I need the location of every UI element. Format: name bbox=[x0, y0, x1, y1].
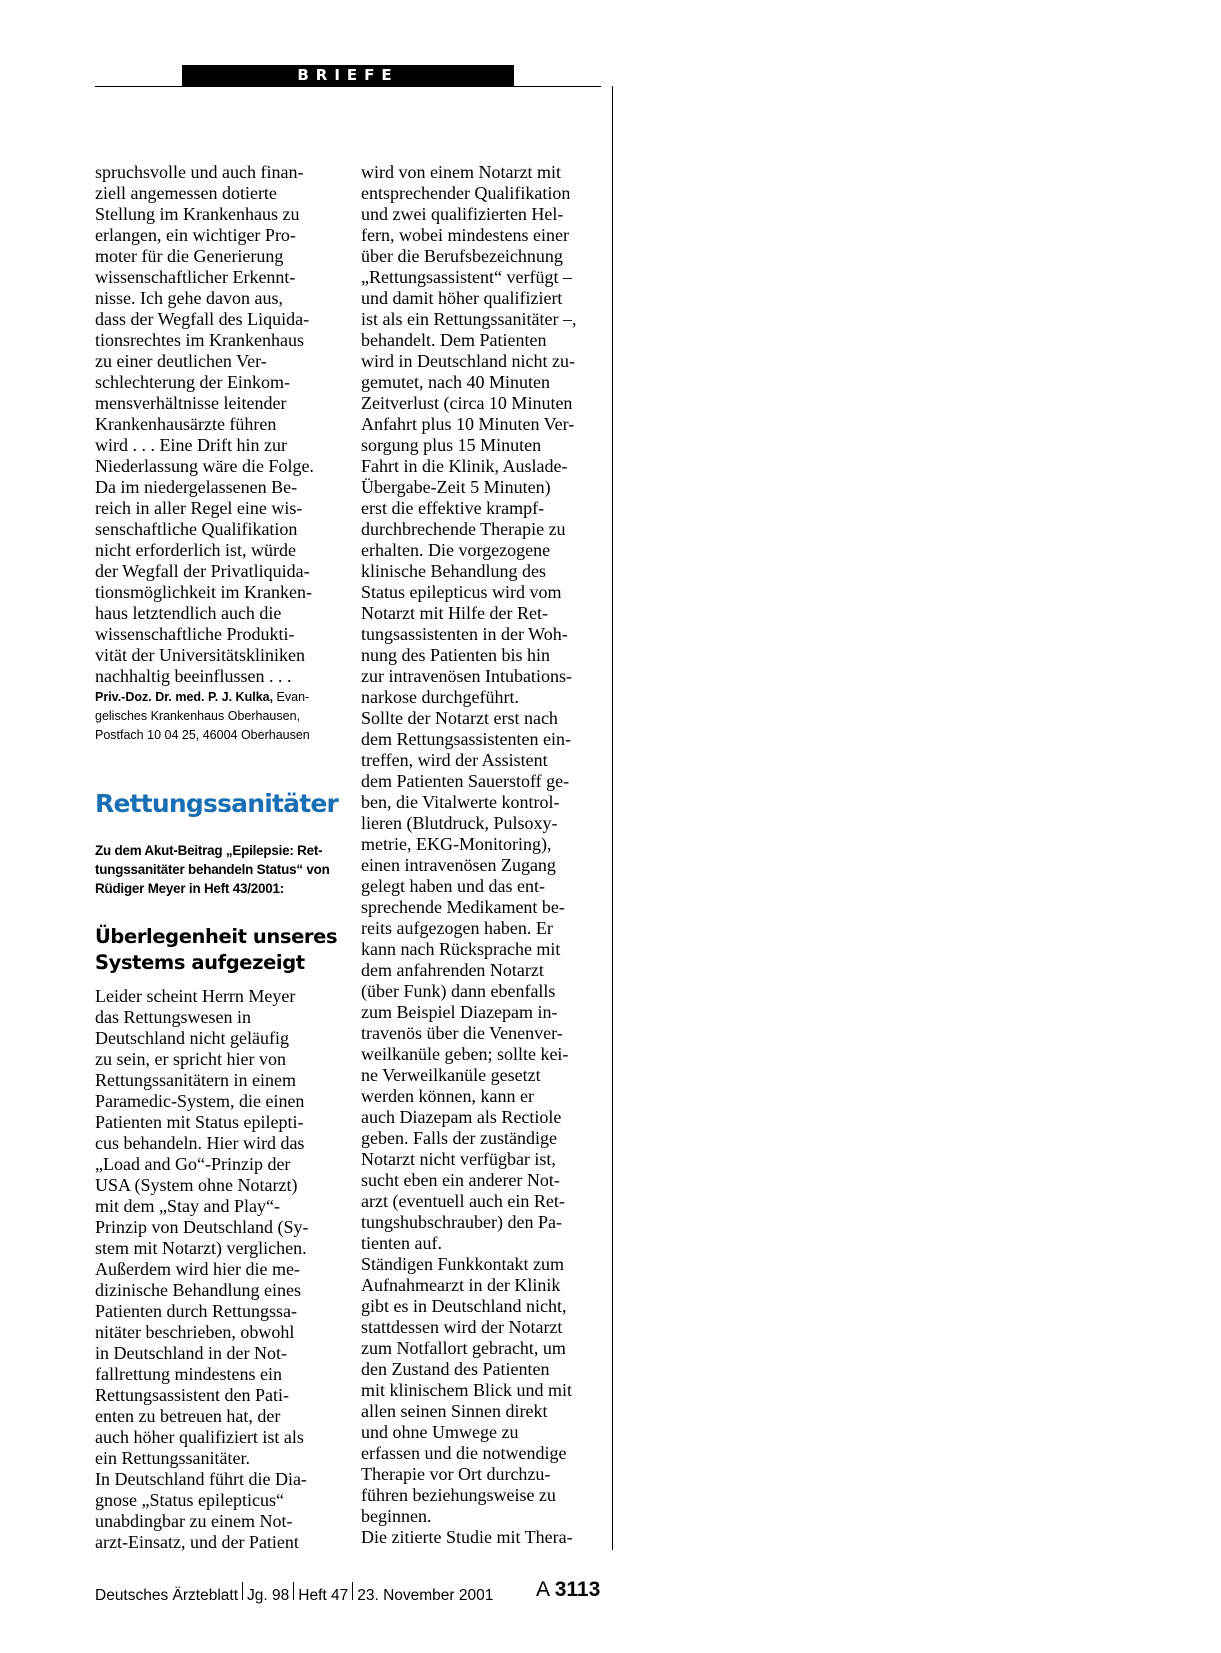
column-rule bbox=[612, 86, 613, 1550]
letter-body-start: Leider scheint Herrn Meyer das Rettungswesen in Deutschland nicht geläufig zu sein, er spricht hier von Rettungssanitätern in einem Paramedic-System, die einen Patienten mit Status epilepti- cus behandeln. Hier wird das „Load and Go“-Prinzip der USA (System ohne Notarzt) mit dem „Stay and Play“- Prinzip von Deutschland (Sy- stem mit Notarzt) verglichen. Außerdem wird hier die me- dizinische Behandlung eines Patienten durch Rettungssa- nitäter beschrieben, obwohl in Deutschland in der Not- fallrettung mindestens ein Rettungsassistent den Pati- enten zu betreuen hat, der auch höher qualifiziert ist als ein Rettungssanitäter. In Deutschland führt die Dia- gnose „Status epilepticus“ unabdingbar zu einem Not- arzt-Einsatz, und der Patient bbox=[95, 986, 309, 1552]
issue-date: 23. November 2001 bbox=[357, 1587, 494, 1604]
volume: Jg. 98 bbox=[247, 1587, 290, 1604]
section-title: Rettungssanitäter bbox=[95, 789, 339, 818]
letter-paragraph: Ständigen Funkkontakt zum Aufnahmearzt in der Klinik gibt es in Deutschland nicht, stattdessen wird der Notarzt zum Notfallort gebracht, um den Zustand des Patienten mit klinischem Blick und mit allen seinen Sinnen direkt und ohne Umwege zu erfassen und die notwendige Therapie vor Ort durchzu- führen beziehungsweise zu beginnen. bbox=[361, 1254, 572, 1526]
journal-name: Deutsches Ärzteblatt bbox=[95, 1587, 239, 1604]
page-number bbox=[536, 1578, 600, 1602]
right-column bbox=[361, 162, 601, 1548]
article-reference-intro: Zu dem Akut-Beitrag „Epilepsie: Ret- tungssanitäter behandeln Status“ von Rüdiger Meyer in Heft 43/2001: bbox=[95, 843, 330, 896]
continued-letter-text: spruchsvolle und auch finan- ziell angemessen dotierte Stellung im Krankenhaus zu erlangen, ein wichtiger Pro- moter für die Generierung wissenschaftlicher Erkennt- nisse. Ich gehe davon aus, dass der Wegfall des Liquida- tionsrechtes im Krankenhaus zu einer deutlichen Ver- schlechterung der Einkom- mensverhältnisse leitender Krankenhausärzte führen wird . . . Eine Drift hin zur Niederlassung wäre die Folge. Da im niedergelassenen Be- reich in aller Regel eine wis- senschaftliche Qualifikation nicht erforderlich ist, würde der Wegfall der Privatliquida- tionsmöglichkeit im Kranken- haus letztendlich auch die wissenschaftliche Produkti- vität der Universitätskliniken nachhaltig beeinflussen . . . bbox=[95, 162, 314, 686]
page-footer bbox=[95, 1578, 601, 1605]
issue: Heft 47 bbox=[298, 1587, 349, 1604]
footer-divider bbox=[352, 1582, 353, 1600]
letter-paragraph: wird von einem Notarzt mit entsprechender Qualifikation und zwei qualifizierten Hel- fern, wobei mindestens einer über die Berufsbezeichnung „Rettungsassistent“ verfügt – und damit höher qualifiziert ist als ein Rettungssanitäter –, behandelt. Dem Patienten wird in Deutschland nicht zu- gemutet, nach 40 Minuten Zeitverlust (circa 10 Minuten Anfahrt plus 10 Minuten Ver- sorgung plus 15 Minuten Fahrt in die Klinik, Auslade- Übergabe-Zeit 5 Minuten) erst die effektive krampf- durchbrechende Therapie zu erhalten. Die vorgezogene klinische Behandlung des Status epilepticus wird vom Notarzt mit Hilfe der Ret- tungsassistenten in der Woh- nung des Patienten bis hin zur intravenösen Intubations- narkose durchgeführt. bbox=[361, 162, 577, 707]
left-column bbox=[95, 162, 341, 1553]
letter-headline: Überlegenheit unseres Systems aufgezeigt bbox=[95, 925, 338, 974]
header-rule bbox=[95, 86, 601, 87]
footer-divider bbox=[242, 1582, 243, 1600]
letter-paragraph: Die zitierte Studie mit Thera- bbox=[361, 1527, 573, 1547]
letter-paragraph: Sollte der Notarzt erst nach dem Rettungsassistenten ein- treffen, wird der Assistent dem Patienten Sauerstoff ge- ben, die Vitalwerte kontrol- lieren (Blutdruck, Pulsoxy- metrie, EKG-Monitoring), einen intravenösen Zugang gelegt haben und das ent- sprechende Medikament be- reits aufgezogen haben. Er kann nach Rücksprache mit dem anfahrenden Notarzt (über Funk) dann ebenfalls zum Beispiel Diazepam in- travenös über die Venenver- weilkanüle geben; sollte kei- ne Verweilkanüle gesetzt werden können, kann er auch Diazepam als Rectiole geben. Falls der zuständige Notarzt nicht verfügbar ist, sucht eben ein anderer Not- arzt (eventuell auch ein Ret- tungshubschrauber) den Pa- tienten auf. bbox=[361, 708, 571, 1253]
section-header: BRIEFE bbox=[182, 65, 514, 86]
page-number-value: 3113 bbox=[554, 1578, 601, 1601]
page-prefix: A bbox=[536, 1578, 549, 1601]
letter-signature bbox=[95, 688, 341, 745]
footer-divider bbox=[293, 1582, 294, 1600]
signature-address: Evan- gelisches Krankenhaus Oberhausen, Postfach 10 04 25, 46004 Oberhausen bbox=[95, 690, 310, 742]
signature-name: Priv.-Doz. Dr. med. P. J. Kulka, bbox=[95, 690, 274, 704]
